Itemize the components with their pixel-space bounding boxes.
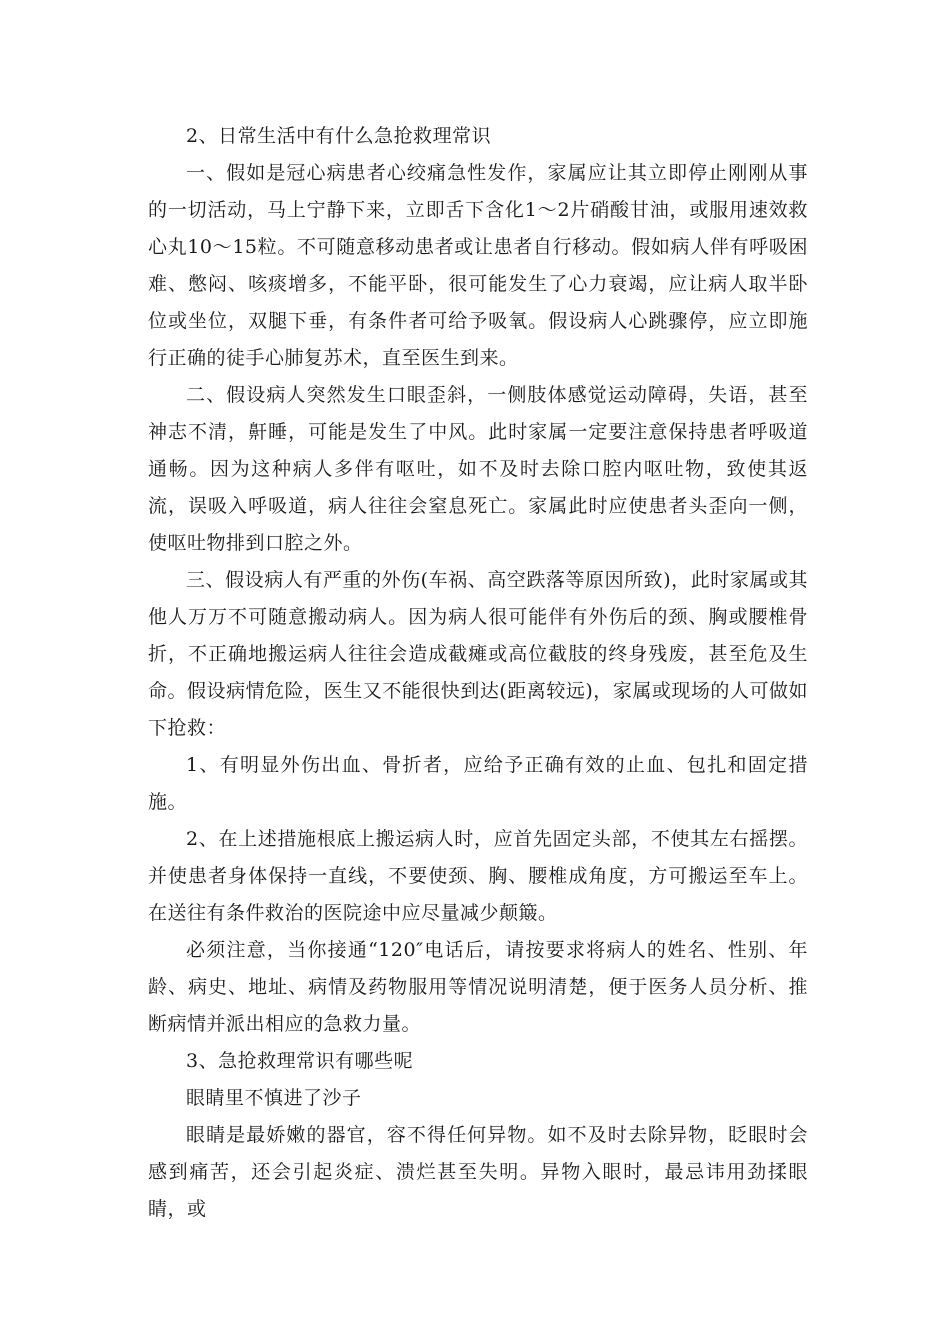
document-body [148, 118, 808, 1228]
paragraph-emergency-call: 必须注意，当你接通“120″电话后，请按要求将病人的姓名、性别、年龄、病史、地址、病情及药物服用等情况说明清楚，便于医务人员分析、推断病情并派出相应的急救力量。 [148, 939, 808, 1035]
paragraph-angina: 一、假如是冠心病患者心绞痛急性发作，家属应让其立即停止刚刚从事的一切活动，马上宁静下来，立即舌下含化1～2片硝酸甘油，或服用速效救心丸10～15粒。不可随意移动患者或让患者自行移动。假如病人伴有呼吸困难、憋闷、咳痰增多，不能平卧，很可能发生了心力衰竭，应让病人取半卧位或坐位，双腿下垂，有条件者可给予吸氧。假设病人心跳骤停，应立即施行正确的徒手心肺复苏术，直至医生到来。 [148, 162, 808, 369]
paragraph-trauma: 三、假设病人有严重的外伤(车祸、高空跌落等原因所致)，此时家属或其他人万万不可随意搬动病人。因为病人很可能伴有外伤后的颈、胸或腰椎骨折，不正确地搬运病人往往会造成截瘫或高位截肢的终身残废，甚至危及生命。假设病情危险，医生又不能很快到达(距离较远)，家属或现场的人可做如下抢救： [148, 569, 808, 739]
paragraph-step-transport: 2、在上述措施根底上搬运病人时，应首先固定头部，不使其左右摇摆。并使患者身体保持一直线，不要使颈、胸、腰椎成角度，方可搬运至车上。在送往有条件救治的医院途中应尽量减少颠簸。 [148, 828, 808, 924]
paragraph-step-bleeding: 1、有明显外伤出血、骨折者，应给予正确有效的止血、包扎和固定措施。 [148, 754, 808, 813]
section-heading-daily-first-aid: 2、日常生活中有什么急抢救理常识 [186, 125, 492, 147]
paragraph-eye-foreign-body: 眼睛是最娇嫩的器官，容不得任何异物。如不及时去除异物，眨眼时会感到痛苦，还会引起炎症、溃烂甚至失明。异物入眼时，最忌讳用劲揉眼睛，或 [148, 1124, 808, 1220]
paragraph-stroke: 二、假设病人突然发生口眼歪斜，一侧肢体感觉运动障碍，失语，甚至神志不清，鼾睡，可能是发生了中风。此时家属一定要注意保持患者呼吸道通畅。因为这种病人多伴有呕吐，如不及时去除口腔内呕吐物，致使其返流，误吸入呼吸道，病人往往会窒息死亡。家属此时应使患者头歪向一侧，使呕吐物排到口腔之外。 [148, 384, 808, 554]
subheading-sand-in-eye: 眼睛里不慎进了沙子 [186, 1087, 362, 1109]
section-heading-first-aid-tips: 3、急抢救理常识有哪些呢 [186, 1050, 414, 1072]
